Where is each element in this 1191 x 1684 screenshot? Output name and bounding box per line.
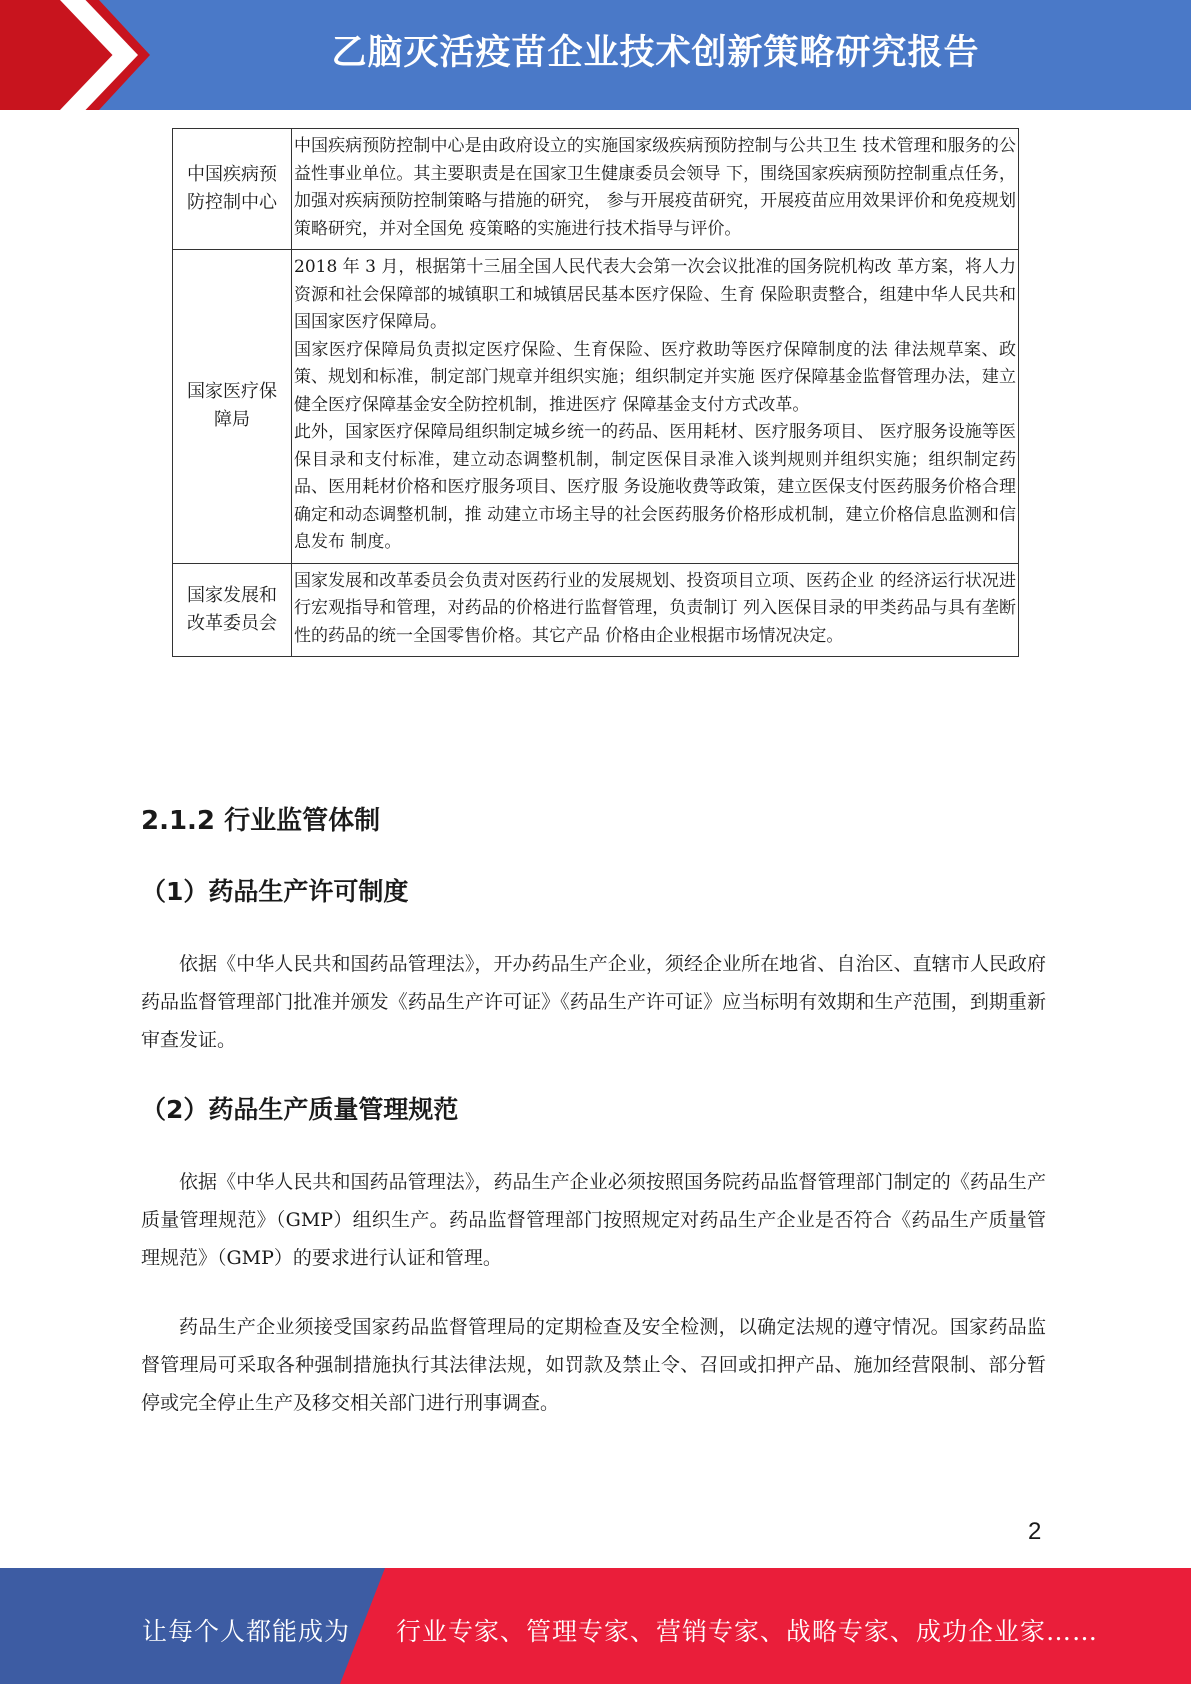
report-title: 乙脑灭活疫苗企业技术创新策略研究报告 [331, 33, 980, 73]
description-paragraph: 国家发展和改革委员会负责对医药行业的发展规划、投资项目立项、医药企业 的经济运行状况进行宏观指导和管理，对药品的价格进行监督管理，负责制订 列入医保目录的甲类药品与具有垄断性的药品的统一全国零售价格。其它产品 价格由企业根据市场情况决定。 [294, 570, 1016, 646]
body-paragraph: 依据《中华人民共和国药品管理法》，开办药品生产企业，须经企业所在地省、自治区、直辖市人民政府药品监督管理部门批准并颁发《药品生产许可证》《药品生产许可证》应当标明有效期和生产范围，到期重新审查发证。 [141, 953, 1046, 1051]
table-row [173, 129, 1019, 250]
org-name: 中国疾病预防控制中心 [173, 129, 292, 250]
page-number: 2 [1028, 1518, 1042, 1545]
description-paragraph: 2018 年 3 月，根据第十三届全国人民代表大会第一次会议批准的国务院机构改 革方案，将人力资源和社会保障部的城镇职工和城镇居民基本医疗保险、生育 保险职责整合，组建中华人民共和国国家医疗保障局。 [294, 257, 1016, 332]
subsection-heading-gmp: （2）药品生产质量管理规范 [141, 1095, 459, 1124]
description-paragraph: 中国疾病预防控制中心是由政府设立的实施国家级疾病预防控制与公共卫生 技术管理和服务的公益性事业单位。其主要职责是在国家卫生健康委员会领导 下，围绕国家疾病预防控制重点任务，加强对疾病预防控制策略与措施的研究， 参与开展疫苗研究，开展疫苗应用效果评价和免疫规划策略研究，并对全国免 疫策略的实施进行技术指导与评价。 [294, 136, 1016, 239]
section-heading: 2.1.2 行业监管体制 [141, 806, 381, 836]
org-name: 国家医疗保障局 [173, 250, 292, 564]
description-paragraph: 此外，国家医疗保障局组织制定城乡统一的药品、医用耗材、医疗服务项目、 医疗服务设施等医保目录和支付标准，建立动态调整机制，制定医保目录准入谈判规则并组织实施；组织制定药品、医用耗材价格和医疗服务项目、医疗服 务设施收费等政策，建立医保支付医药服务价格合理确定和动态调整机制，推 动建立市场主导的社会医药服务价格形成机制，建立价格信息监测和信息发布 制度。 [294, 422, 1016, 552]
table-row [173, 563, 1019, 657]
footer-slogan-right: 行业专家、管理专家、营销专家、战略专家、成功企业家…… [396, 1617, 1099, 1646]
regulator-table [172, 128, 1019, 657]
body-paragraph: 药品生产企业须接受国家药品监督管理局的定期检查及安全检测，以确定法规的遵守情况。国家药品监督管理局可采取各种强制措施执行其法律法规，如罚款及禁止令、召回或扣押产品、施加经营限制、部分暂停或完全停止生产及移交相关部门进行刑事调查。 [141, 1316, 1046, 1414]
org-name: 国家发展和改革委员会 [173, 563, 292, 657]
description-paragraph: 国家医疗保障局负责拟定医疗保险、生育保险、医疗救助等医疗保障制度的法 律法规草案、政策、规划和标准，制定部门规章并组织实施；组织制定并实施 医疗保障基金监督管理办法，建立健全医疗保障基金安全防控机制，推进医疗 保障基金支付方式改革。 [294, 339, 1016, 415]
footer-slogan-left: 让每个人都能成为 [142, 1617, 351, 1646]
subsection-heading-license: （1）药品生产许可制度 [141, 877, 409, 906]
body-paragraph: 依据《中华人民共和国药品管理法》，药品生产企业必须按照国务院药品监督管理部门制定的《药品生产质量管理规范》（GMP）组织生产。药品监督管理部门按照规定对药品生产企业是否符合《药品生产质量管理规范》（GMP）的要求进行认证和管理。 [141, 1171, 1046, 1269]
table-row [173, 250, 1019, 564]
org-description [292, 129, 1019, 250]
org-description [292, 250, 1019, 564]
org-description [292, 563, 1019, 657]
